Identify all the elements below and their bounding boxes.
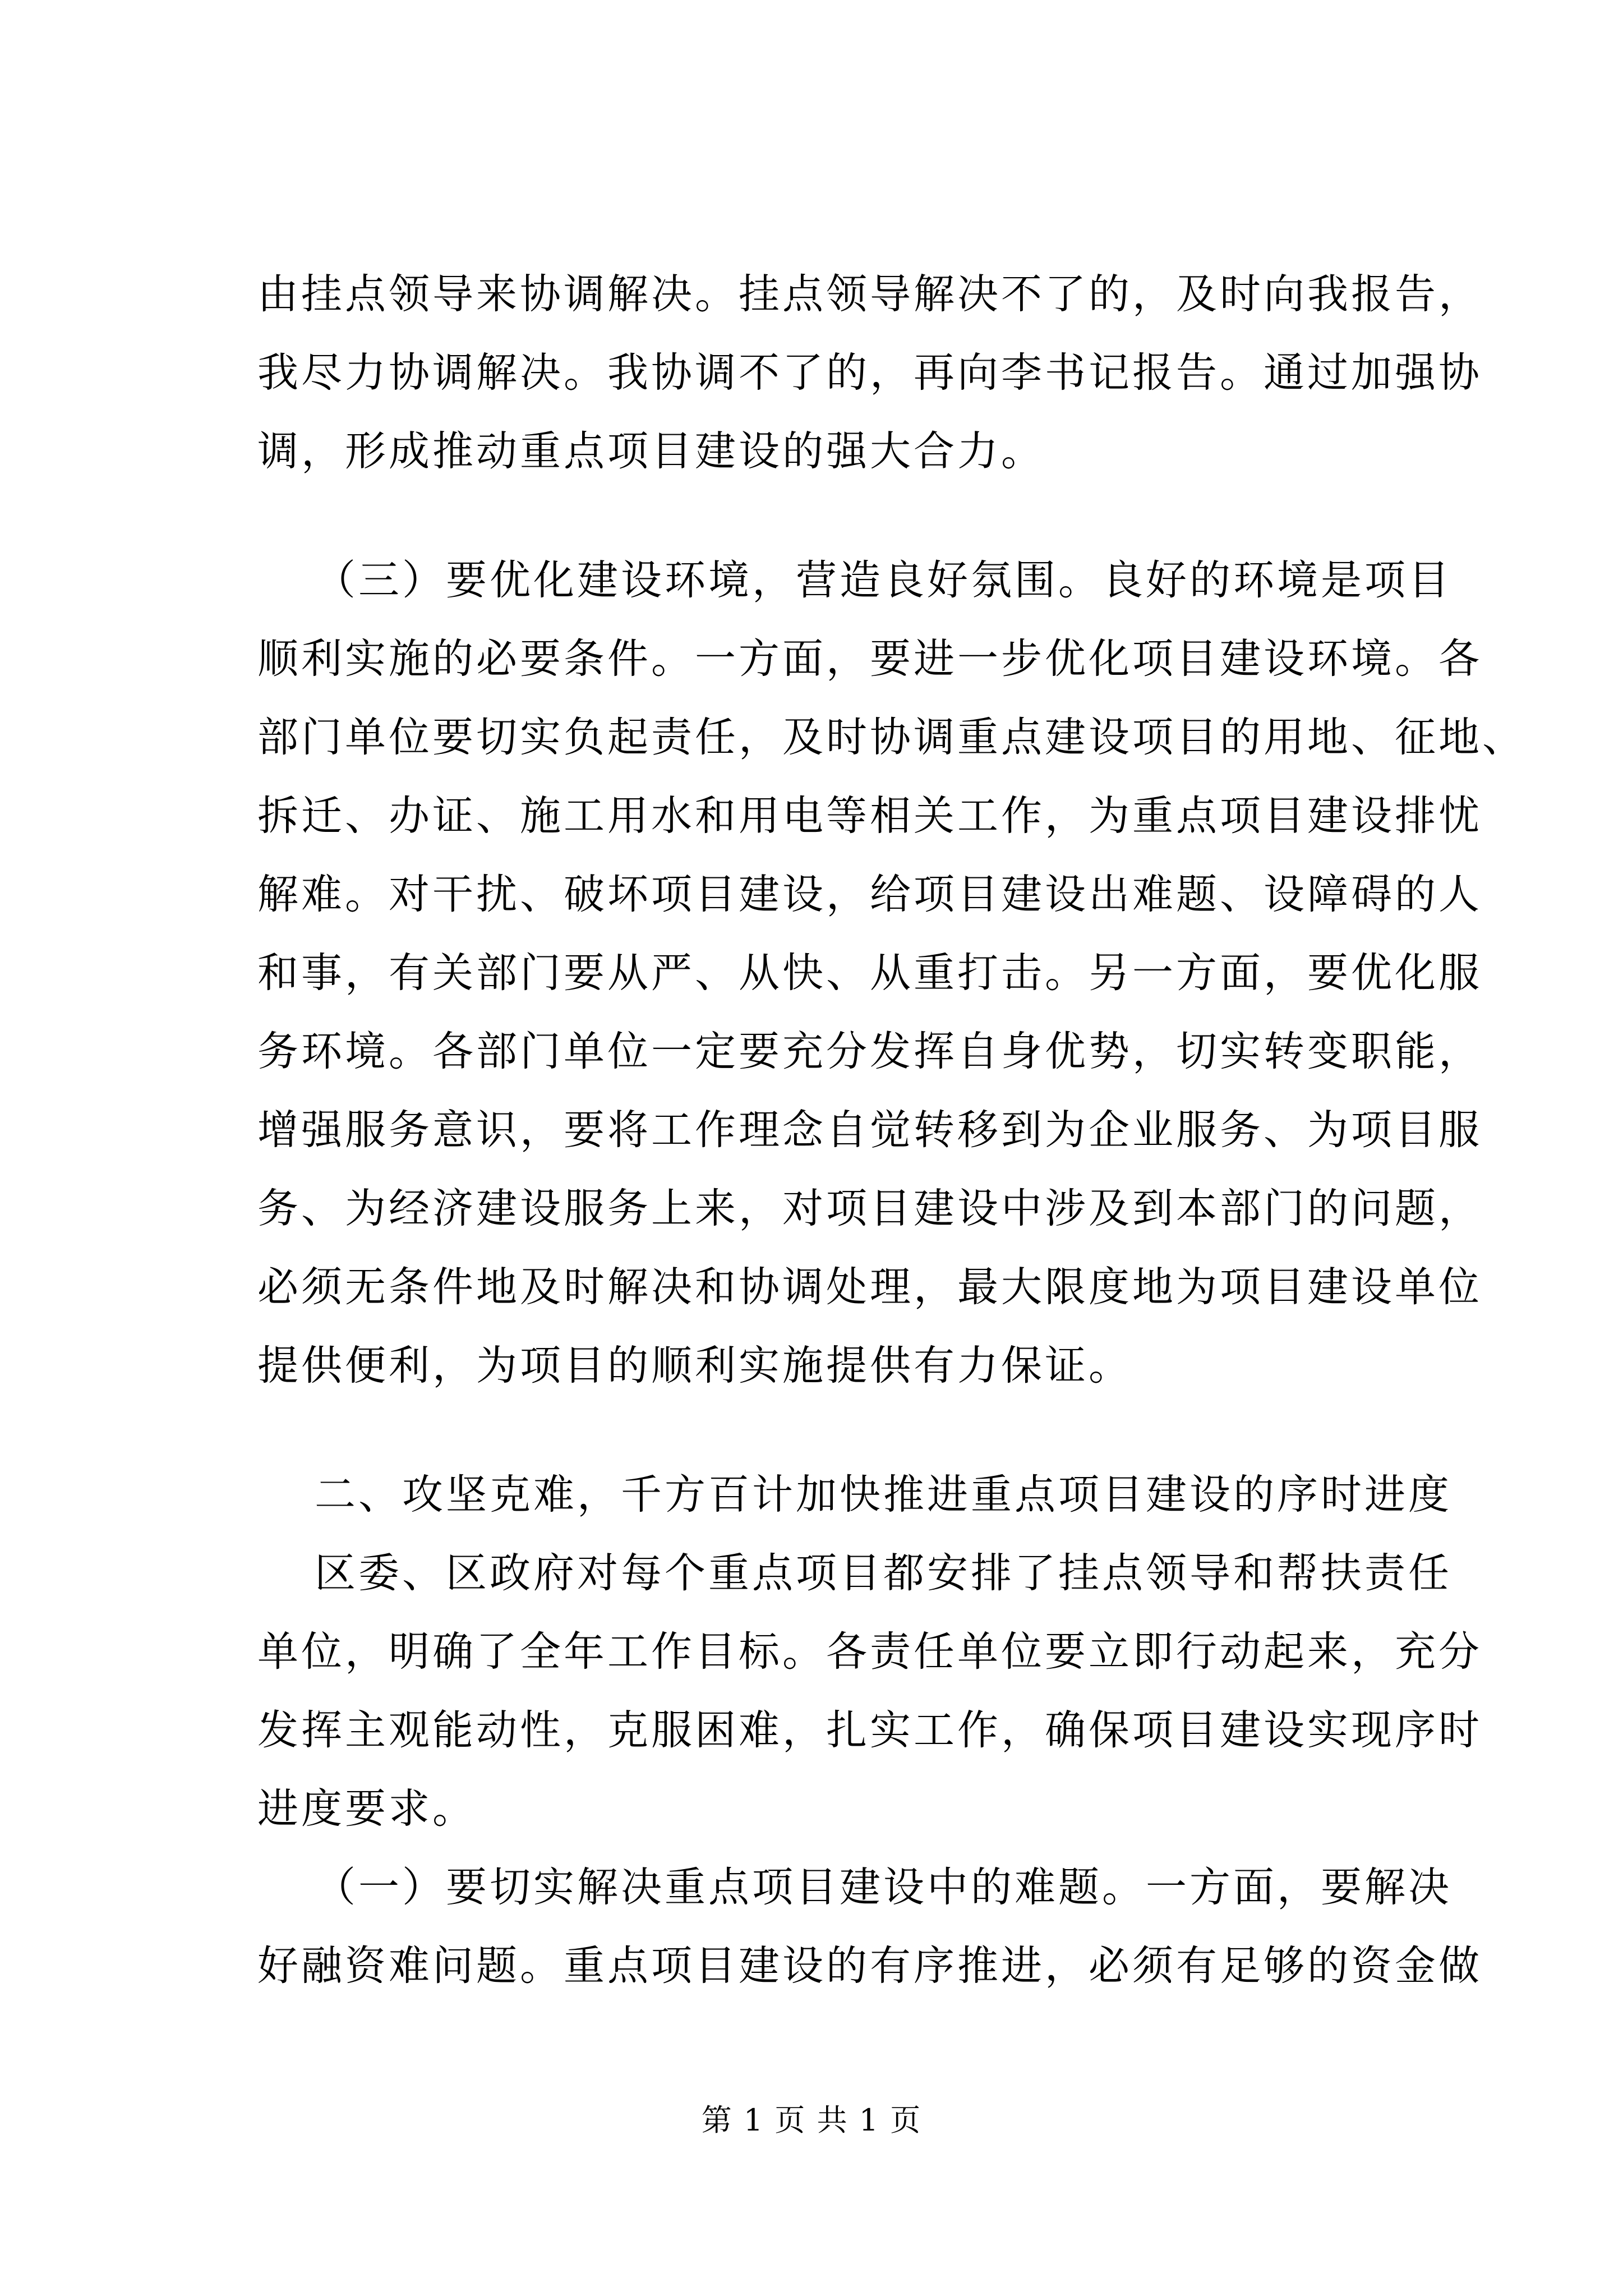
- text-line: 顺利实施的必要条件。一方面，要进一步优化项目建设环境。各: [257, 635, 1482, 683]
- paragraph-heading: （一）要切实解决重点项目建设中的难题。一方面，要解决: [315, 1864, 1452, 1911]
- text-line: 务环境。各部门单位一定要充分发挥自身优势，切实转变职能，: [257, 1028, 1482, 1075]
- paragraph-heading: （三）要优化建设环境，营造良好氛围。良好的环境是项目: [315, 556, 1452, 604]
- text-line: 务、为经济建设服务上来，对项目建设中涉及到本部门的问题，: [257, 1185, 1482, 1232]
- text-line: 区委、区政府对每个重点项目都安排了挂点领导和帮扶责任: [315, 1549, 1452, 1597]
- text-line: 调，形成推动重点项目建设的强大合力。: [257, 427, 1045, 475]
- text-line: 好融资难问题。重点项目建设的有序推进，必须有足够的资金做: [257, 1942, 1482, 1990]
- text-line: 由挂点领导来协调解决。挂点领导解决不了的，及时向我报告，: [257, 270, 1482, 318]
- text-line: 单位，明确了全年工作目标。各责任单位要立即行动起来，充分: [257, 1628, 1482, 1676]
- text-line: 进度要求。: [257, 1785, 476, 1833]
- text-line: 发挥主观能动性，克服困难，扎实工作，确保项目建设实现序时: [257, 1706, 1482, 1754]
- text-line: 部门单位要切实负起责任，及时协调重点建设项目的用地、征地、: [257, 714, 1526, 761]
- text-line: 提供便利，为项目的顺利实施提供有力保证。: [257, 1342, 1132, 1389]
- text-line: 必须无条件地及时解决和协调处理，最大限度地为项目建设单位: [257, 1263, 1482, 1311]
- page-footer: 第 1 页 共 1 页: [701, 2102, 922, 2138]
- text-line: 拆迁、办证、施工用水和用电等相关工作，为重点项目建设排忧: [257, 792, 1482, 840]
- section-heading: 二、攻坚克难，千方百计加快推进重点项目建设的序时进度: [315, 1471, 1452, 1519]
- text-line: 和事，有关部门要从严、从快、从重打击。另一方面，要优化服: [257, 949, 1482, 997]
- text-line: 增强服务意识，要将工作理念自觉转移到为企业服务、为项目服: [257, 1106, 1482, 1154]
- text-line: 我尽力协调解决。我协调不了的，再向李书记报告。通过加强协: [257, 349, 1482, 397]
- text-line: 解难。对干扰、破坏项目建设，给项目建设出难题、设障碍的人: [257, 871, 1482, 918]
